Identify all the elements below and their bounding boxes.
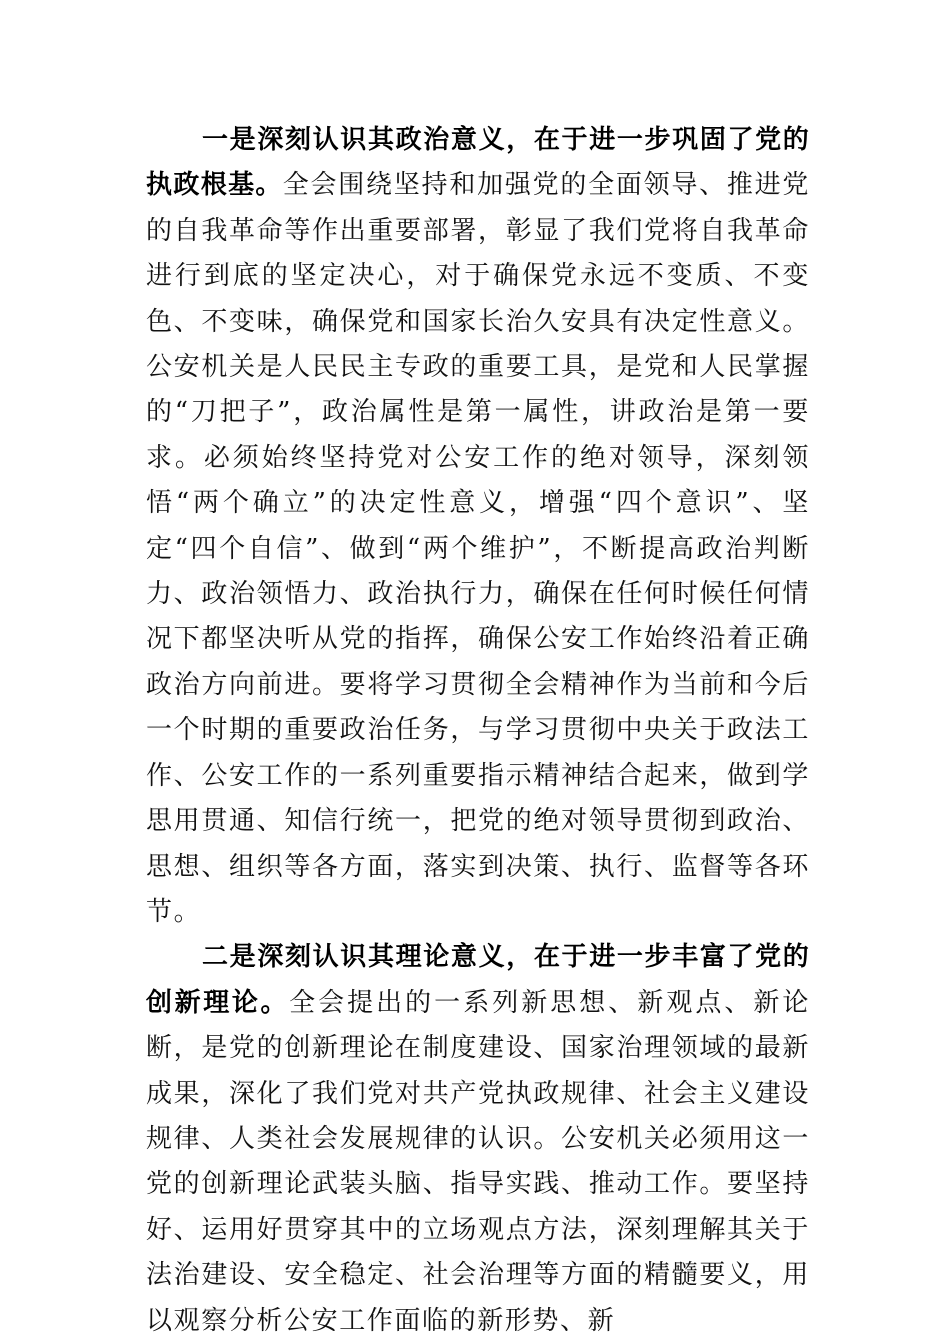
paragraph-body-text: 全会提出的一系列新思想、新观点、新论断，是党的创新理论在制度建设、国家治理领域的最新成果，深化了我们党对共产党执政规律、社会主义建设规律、人类社会发展规律的认识。公安机关必须用这一党的创新理论武装头脑、指导实践、推动工作。要坚持好、运用好贯穿其中的立场观点方法，深刻理解其关于法治建设、安全稳定、社会治理等方面的精髓要义，用以观察分析公安工作面临的新形势、新: [146, 987, 810, 1336]
paragraph-lead-heading: 二是深刻认识其理论意义，在于进一步丰富了党的创新理论。: [146, 942, 810, 1018]
paragraph-lead-heading: 一是深刻认识其政治意义，在于进一步巩固了党的执政根基。: [146, 125, 810, 201]
paragraph-theoretical-significance: [146, 935, 810, 1344]
paragraph-body-text: 全会围绕坚持和加强党的全面领导、推进党的自我革命等作出重要部署，彰显了我们党将自我革命进行到底的坚定决心，对于确保党永远不变质、不变色、不变味，确保党和国家长治久安具有决定性意义。公安机关是人民民主专政的重要工具，是党和人民掌握的“刀把子”，政治属性是第一属性，讲政治是第一要求。必须始终坚持党对公安工作的绝对领导，深刻领悟“两个确立”的决定性意义，增强“四个意识”、坚定“四个自信”、做到“两个维护”，不断提高政治判断力、政治领悟力、政治执行力，确保在任何时候任何情况下都坚决听从党的指挥，确保公安工作始终沿着正确政治方向前进。要将学习贯彻全会精神作为当前和今后一个时期的重要政治任务，与学习贯彻中央关于政法工作、公安工作的一系列重要指示精神结合起来，做到学思用贯通、知信行统一，把党的绝对领导贯彻到政治、思想、组织等各方面，落实到决策、执行、监督等各环节。: [146, 170, 810, 927]
document-body: [146, 118, 810, 1344]
paragraph-political-significance: [146, 118, 810, 935]
